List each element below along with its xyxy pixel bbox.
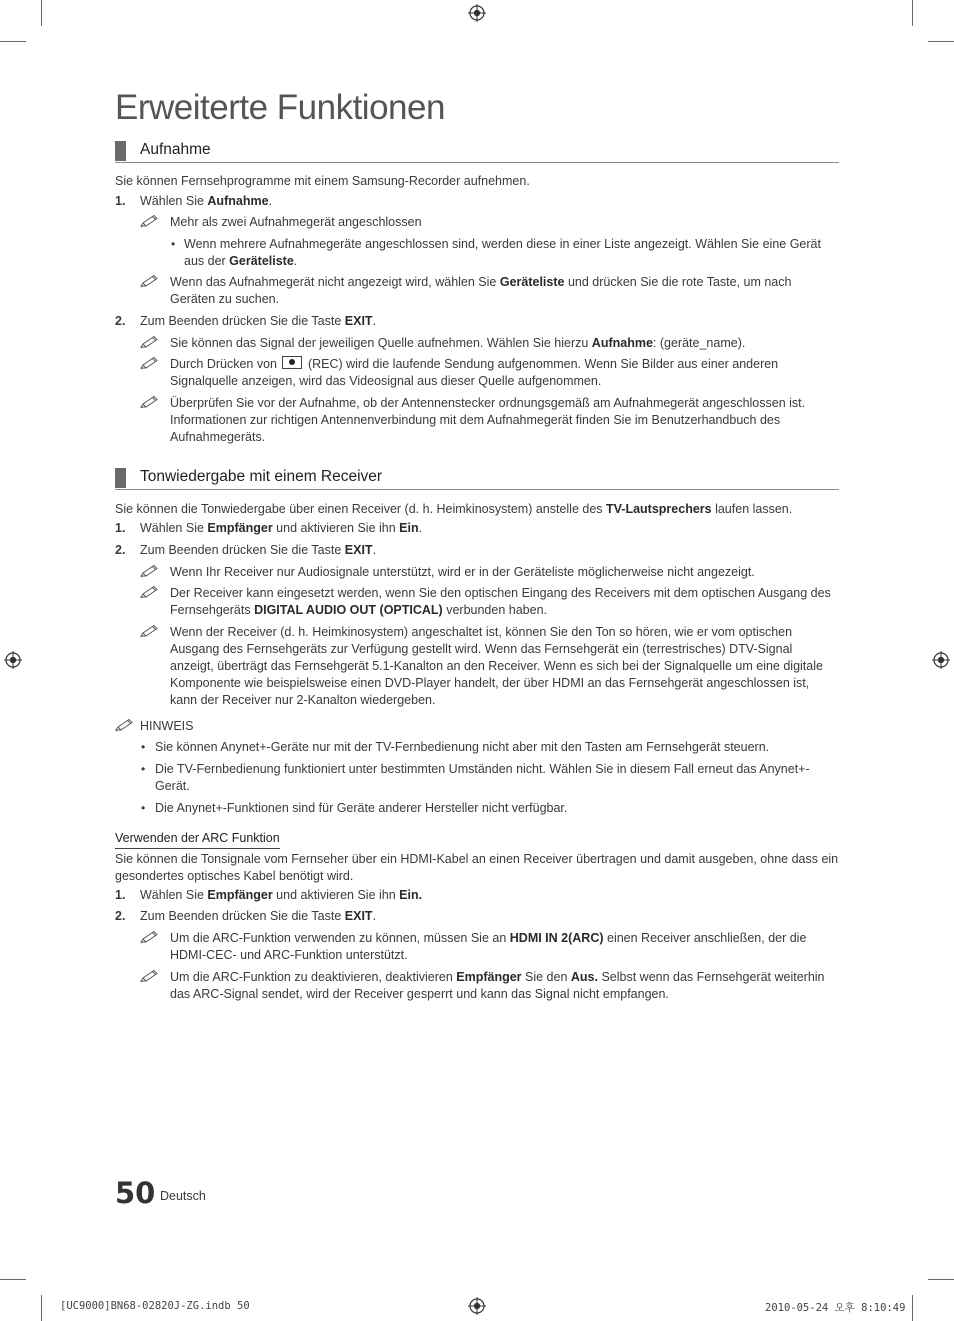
crop-mark — [0, 1279, 26, 1280]
step-number: 1. — [115, 888, 126, 902]
step-number: 1. — [115, 194, 126, 208]
step-text: Zum Beenden drücken Sie die Taste EXIT. — [140, 909, 377, 923]
note-icon — [115, 718, 135, 732]
registration-mark-icon — [4, 651, 22, 669]
crop-mark — [912, 1295, 913, 1321]
step-text: Wählen Sie Aufnahme. — [140, 194, 273, 208]
note-text: Wenn der Receiver (d. h. Heimkinosystem) angeschaltet ist, können Sie den Ton so hören, wie er vom optischen Ausgang des Fernsehgeräts zur Verfügung gestellt wird. Wenn das Fernsehgerät ein (terrestrisches) DTV-Signal anzeigt, überträgt das Fernsehgerät 5.1-Kanalton an den Receiver. Wenn es sich bei der Signalquelle um eine digitale Komponente wie beispielsweise einen DVD-Player handelt, der über HDMI an das Fernsehgerät angeschlossen ist, kann der Receiver nur 2-Kanalton wiedergeben. — [170, 625, 823, 707]
step-number: 2. — [115, 909, 126, 923]
note-icon — [140, 274, 160, 288]
bullet-text: Wenn mehrere Aufnahmegeräte angeschlossen sind, werden diese in einer Liste angezeigt. Wählen Sie eine Gerät aus der Geräteliste. — [184, 237, 821, 268]
crop-mark — [928, 41, 954, 42]
note-icon — [140, 969, 160, 983]
registration-mark-icon — [468, 1297, 486, 1315]
intro-text: Sie können die Tonwiedergabe über einen Receiver (d. h. Heimkinosystem) anstelle des TV-Lautsprechers laufen lassen. — [115, 502, 793, 516]
intro-text: Sie können Fernsehprogramme mit einem Samsung-Recorder aufnehmen. — [115, 174, 530, 188]
print-file-info: [UC9000]BN68-02820J-ZG.indb 50 — [60, 1300, 250, 1312]
crop-mark — [41, 1295, 42, 1321]
crop-mark — [0, 41, 26, 42]
page-number: 50 — [115, 1176, 156, 1210]
crop-mark — [928, 1279, 954, 1280]
hinweis-label: HINWEIS — [140, 719, 194, 733]
crop-mark — [41, 0, 42, 26]
step-text: Wählen Sie Empfänger und aktivieren Sie ihn Ein. — [140, 888, 423, 902]
step-number: 2. — [115, 543, 126, 557]
crop-mark — [912, 0, 913, 26]
hinweis-item: Die Anynet+-Funktionen sind für Geräte anderer Hersteller nicht verfügbar. — [155, 801, 568, 815]
registration-mark-icon — [468, 4, 486, 22]
note-icon — [140, 930, 160, 944]
note-text: Überprüfen Sie vor der Aufnahme, ob der Antennenstecker ordnungsgemäß am Aufnahmegerät angeschlossen ist. Informationen zur richtigen Antennenverbindung mit dem Aufnahmegerät finden Sie im Benutzerhandbuch des Aufnahmegeräts. — [170, 396, 806, 444]
step-text: Zum Beenden drücken Sie die Taste EXIT. — [140, 543, 377, 557]
page-language: Deutsch — [160, 1189, 206, 1203]
section-heading-text: Aufnahme — [140, 141, 211, 158]
bullet-icon: • — [141, 740, 146, 754]
note-icon — [140, 585, 160, 599]
record-button-icon — [282, 356, 302, 369]
note-text: Der Receiver kann eingesetzt werden, wenn Sie den optischen Eingang des Receivers mit dem optischen Ausgang des Fernsehgeräts DIGITAL AUDIO OUT (OPTICAL) verbunden haben. — [170, 586, 831, 617]
registration-mark-icon — [932, 651, 950, 669]
bullet-icon: • — [171, 237, 176, 251]
bullet-icon: • — [141, 762, 146, 776]
note-text: Sie können das Signal der jeweiligen Quelle aufnehmen. Wählen Sie hierzu Aufnahme: (geräte_name). — [170, 336, 746, 350]
note-icon — [140, 356, 160, 370]
note-icon — [140, 214, 160, 228]
step-number: 2. — [115, 314, 126, 328]
subsection-heading-arc: Verwenden der ARC Funktion — [115, 830, 280, 849]
intro-text: Sie können die Tonsignale vom Fernseher über ein HDMI-Kabel an einen Receiver übertragen und damit ausgeben, ohne dass ein gesondertes optisches Kabel benötigt wird. — [115, 852, 839, 883]
section-heading-text: Tonwiedergabe mit einem Receiver — [140, 468, 383, 485]
note-text: Wenn Ihr Receiver nur Audiosignale unterstützt, wird er in der Geräteliste möglicherweise nicht angezeigt. — [170, 565, 755, 579]
note-text: Um die ARC-Funktion zu deaktivieren, deaktivieren Empfänger Sie den Aus. Selbst wenn das Fernsehgerät weiterhin das ARC-Signal sendet, wird der Receiver gesperrt und kann das Signal nicht empfangen. — [170, 970, 825, 1001]
hinweis-item: Die TV-Fernbedienung funktioniert unter bestimmten Umständen nicht. Wählen Sie in diesem Fall erneut das Anynet+-Gerät. — [155, 762, 810, 793]
note-text: Um die ARC-Funktion verwenden zu können, müssen Sie an HDMI IN 2(ARC) einen Receiver anschließen, der die HDMI-CEC- und ARC-Funktion unterstützt. — [170, 931, 807, 962]
bullet-icon: • — [141, 801, 146, 815]
note-icon — [140, 335, 160, 349]
section-marker — [115, 468, 126, 488]
note-icon — [140, 564, 160, 578]
note-text: Mehr als zwei Aufnahmegerät angeschlossen — [170, 215, 422, 229]
page-title: Erweiterte Funktionen — [115, 88, 445, 127]
section-marker — [115, 141, 126, 161]
note-icon — [140, 395, 160, 409]
step-number: 1. — [115, 521, 126, 535]
section-heading-tonwiedergabe — [115, 468, 839, 490]
note-text: Durch Drücken von (REC) wird die laufende Sendung aufgenommen. Wenn Sie Bilder aus einer anderen Signalquelle anzeigen, wird das Videosignal aus dieser Quelle aufgenommen. — [170, 357, 779, 388]
note-icon — [140, 624, 160, 638]
section-heading-aufnahme — [115, 141, 839, 163]
print-timestamp: 2010-05-24 오후 8:10:49 — [765, 1302, 906, 1314]
note-text: Wenn das Aufnahmegerät nicht angezeigt wird, wählen Sie Geräteliste und drücken Sie die rote Taste, um nach Geräten zu suchen. — [170, 275, 792, 306]
hinweis-item: Sie können Anynet+-Geräte nur mit der TV-Fernbedienung nicht aber mit den Tasten am Fernsehgerät steuern. — [155, 740, 770, 754]
step-text: Zum Beenden drücken Sie die Taste EXIT. — [140, 314, 377, 328]
step-text: Wählen Sie Empfänger und aktivieren Sie ihn Ein. — [140, 521, 423, 535]
